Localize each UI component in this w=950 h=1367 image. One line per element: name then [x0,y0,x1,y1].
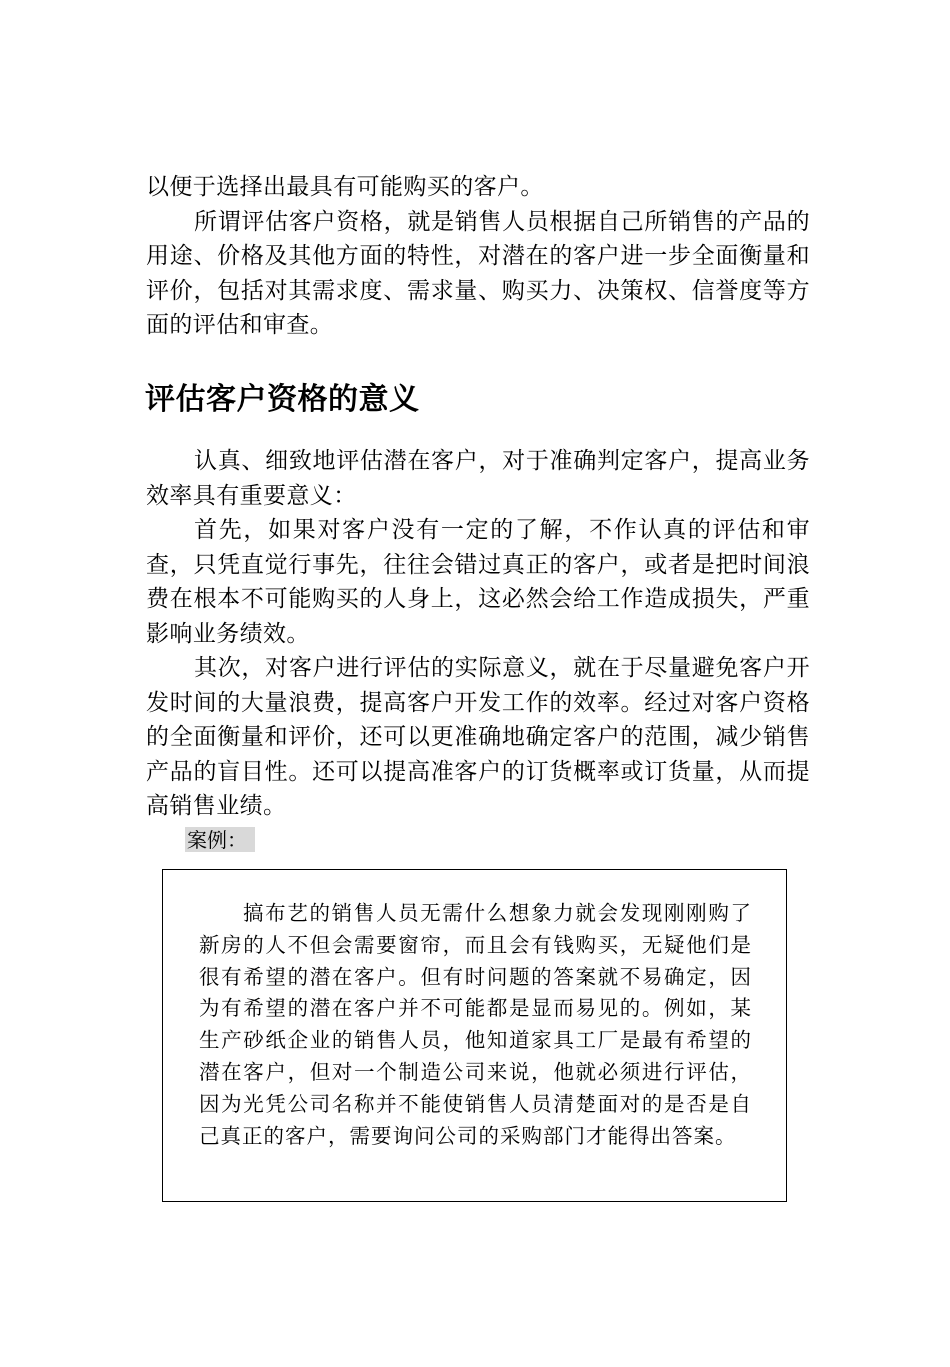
case-box [162,869,787,1202]
significance-intro-paragraph: 认真、细致地评估潜在客户，对于准确判定客户，提高业务效率具有重要意义： [146,448,810,509]
case-label: 案例： [185,827,255,852]
definition-paragraph: 所谓评估客户资格，就是销售人员根据自己所销售的产品的用途、价格及其他方面的特性，对潜在的客户进一步全面衡量和评价，包括对其需求度、需求量、购买力、决策权、信誉度等方面的评估和审查。 [146,208,810,338]
intro-continuation-paragraph: 以便于选择出最具有可能购买的客户。 [146,174,544,200]
case-text: 搞布艺的销售人员无需什么想象力就会发现刚刚购了新房的人不但会需要窗帘，而且会有钱购买，无疑他们是很有希望的潜在客户。但有时问题的答案就不易确定，因为有希望的潜在客户并不可能都是显而易见的。例如，某生产砂纸企业的销售人员，他知道家具工厂是最有希望的潜在客户，但对一个制造公司来说，他就必须进行评估，因为光凭公司名称并不能使销售人员清楚面对的是否是自己真正的客户，需要询问公司的采购部门才能得出答案。 [199,901,752,1148]
intro-block [146,170,810,343]
first-point-paragraph: 首先，如果对客户没有一定的了解，不作认真的评估和审查，只凭直觉行事先，往往会错过真正的客户，或者是把时间浪费在根本不可能购买的人身上，这必然会给工作造成损失，严重影响业务绩效。 [146,517,810,647]
section-heading: 评估客户资格的意义 [145,382,420,417]
second-point-paragraph: 其次，对客户进行评估的实际意义，就在于尽量避免客户开发时间的大量浪费，提高客户开发工作的效率。经过对客户资格的全面衡量和评价，还可以更准确地确定客户的范围，减少销售产品的盲目性。还可以提高准客户的订货概率或订货量，从而提高销售业绩。 [146,655,810,819]
section-body [146,444,810,824]
